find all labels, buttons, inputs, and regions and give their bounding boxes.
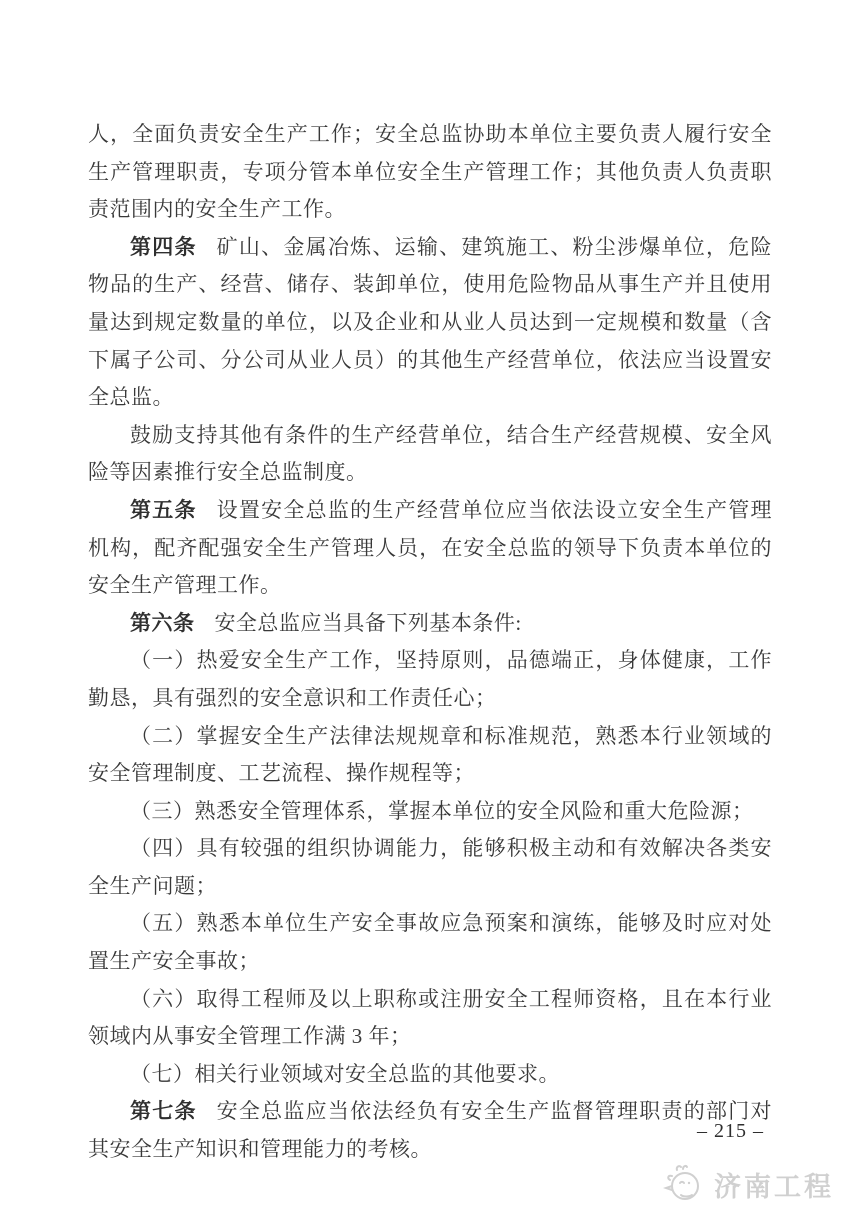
article-6-number: 第六条 [130,610,195,635]
condition-item-3: （三）熟悉安全管理体系，掌握本单位的安全风险和重大危险源； [130,798,754,823]
paragraph-continuation: 人，全面负责安全生产工作；安全总监协助本单位主要负责人履行安全生产管理职责，专项分管本单位安全生产管理工作；其他负责人负责职责范围内的安全生产工作。 [88,122,772,222]
article-4-text: 矿山、金属冶炼、运输、建筑施工、粉尘涉爆单位，危险物品的生产、经营、储存、装卸单位，使用危险物品从事生产并且使用量达到规定数量的单位，以及企业和从业人员达到一定规模和数量（含下属子公司、分公司从业人员）的其他生产经营单位，依法应当设置安全总监。 [88,234,773,410]
article-6-text: 安全总监应当具备下列基本条件: [214,610,522,635]
article-5-text: 设置安全总监的生产经营单位应当依法设立安全生产管理机构，配齐配强安全生产管理人员，在安全总监的领导下负责本单位的安全生产管理工作。 [88,497,773,598]
paragraph-encourage: 鼓励支持其他有条件的生产经营单位，结合生产经营规模、安全风险等因素推行安全总监制度。 [88,422,772,485]
page-number: – 215 – [697,1120,764,1142]
article-7-number: 第七条 [130,1099,197,1124]
condition-item-6: （六）取得工程师及以上职称或注册安全工程师资格，且在本行业领域内从事安全管理工作满 3 年； [88,986,772,1049]
watermark-text: 济南工程 [714,1171,834,1202]
condition-item-2: （二）掌握安全生产法律法规规章和标准规范，熟悉本行业领域的安全管理制度、工艺流程、操作规程等； [88,723,772,786]
watermark [663,1164,834,1204]
article-4-paragraph [88,229,772,417]
document-body [88,116,772,1169]
condition-item-4: （四）具有较强的组织协调能力，能够积极主动和有效解决各类安全生产问题； [88,836,772,898]
article-7-text: 安全总监应当依法经负有安全生产监督管理职责的部门对其安全生产知识和管理能力的考核。 [88,1099,773,1162]
article-5-paragraph [88,492,772,605]
condition-item-5: （五）熟悉本单位生产安全事故应急预案和演练，能够及时应对处置生产安全事故； [88,911,772,974]
article-4-number: 第四条 [130,234,197,259]
article-5-number: 第五条 [130,497,197,522]
jinan-gongcheng-logo-icon [663,1164,707,1204]
article-6-paragraph [88,605,772,643]
condition-item-7: （七）相关行业领域对安全总监的其他要求。 [130,1061,560,1086]
condition-item-1: （一）热爱安全生产工作，坚持原则，品德端正，身体健康，工作勤恳，具有强烈的安全意识和工作责任心； [88,648,772,710]
article-7-paragraph [88,1093,772,1168]
